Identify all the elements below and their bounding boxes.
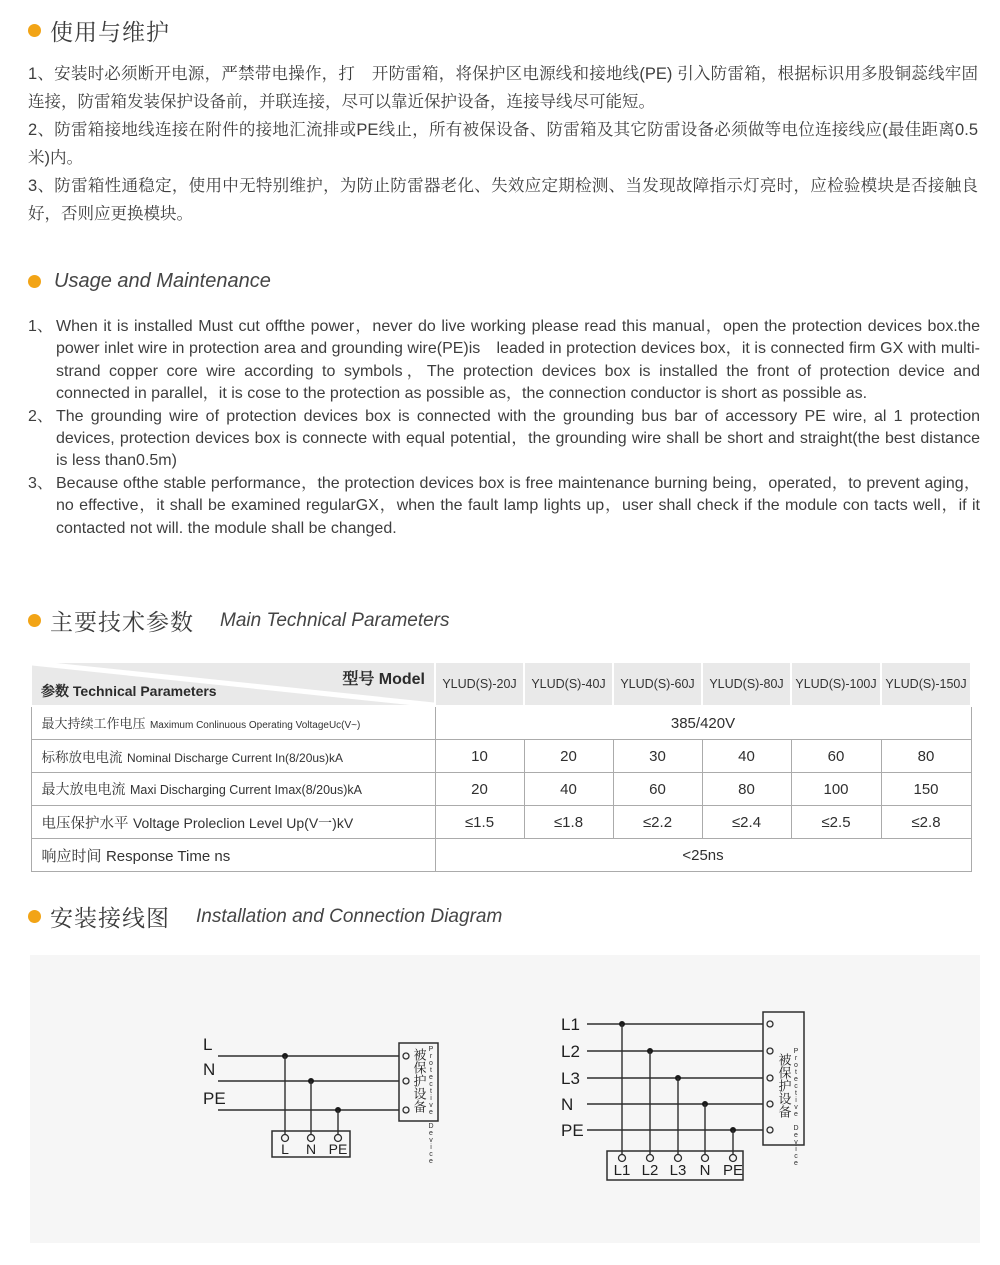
model-column-header: YLUD(S)-100J [791,662,881,706]
table-cell: ≤2.5 [791,806,881,839]
table-cell: 40 [702,740,791,773]
row-label: 最大放电电流 Maxi Discharging Current Imax(8/20us)kA [31,773,435,806]
spd-terminal-label: L2 [641,1162,659,1179]
section-header-usage-en [28,270,271,293]
protected-device-label-en: Protective Device [792,1048,800,1167]
item-number: 1、 [28,318,53,335]
table-cell: 60 [613,773,702,806]
parameters-table [30,661,972,872]
wire-label: L3 [561,1069,580,1088]
table-cell: 10 [435,740,524,773]
orange-bullet-icon [28,24,41,37]
wire-label: N [561,1095,574,1114]
table-cell: 80 [881,740,971,773]
paragraph: 1、安装时必须断开电源，严禁带电操作，打 开防雷箱，将保护区电源线和接地线(PE) 引入防雷箱，根据标识用多股铜蕊线牢固 连接，防雷箱发装保护设备前，并联连接，尽可以靠近保护设备，连接导线尽可能短。 [28,65,978,111]
item-text: The grounding wire of protection devices box is connected with the grounding bus bar of accessory PE wire, al 1 protection devices, protection devices box is connecte with equal potential，the grounding wire shall be short and straight(the best distance is less than0.5m) [56,407,980,470]
table-header-row [31,662,971,706]
item-text: Because ofthe stable performance，the protection devices box is free maintenance burning being，operated，to prevent aging，no effective，it shall be examined regularGX，when the fault lamp lights up，user shall check if the module con tacts well，if it contacted not will. the module shall be changed. [56,474,981,537]
table-cell: ≤2.8 [881,806,971,839]
row-label: 电压保护水平 Voltage Proleclion Level Up(V一)kV [31,806,435,839]
model-column-header: YLUD(S)-150J [881,662,971,706]
section-header-diagram [28,900,502,933]
item-number: 3、 [28,474,53,492]
protected-device-label-en: Protective Device [427,1046,435,1165]
wire-label: L1 [561,1015,580,1034]
table-row [31,773,971,806]
section-header-usage-cn [28,14,170,47]
section-title-en: Usage and Maintenance [54,270,271,292]
table-row [31,740,971,773]
wire-label: PE [561,1121,584,1140]
wiring-diagram-panel [30,955,980,1243]
section-title-en: Installation and Connection Diagram [196,905,503,927]
table-cell: 20 [524,740,613,773]
wiring-diagram-svg [30,955,980,1243]
model-column-header: YLUD(S)-80J [702,662,791,706]
model-column-header: YLUD(S)-20J [435,662,524,706]
list-item [28,316,980,406]
wire-label: N [203,1060,216,1079]
protected-device-label-cn: 被保护设备 [411,1048,427,1113]
three-phase-diagram [561,1012,804,1180]
orange-bullet-icon [28,910,41,923]
spd-terminal-label: N [699,1162,711,1179]
table-cell: 20 [435,773,524,806]
section-title-cn: 安装接线图 [50,905,170,931]
item-text: When it is installed Must cut offthe power，never do live working please read this manual，open the protection devices box.the power inlet wire in protection area and grounding wire(PE)is leaded in protection devices box，it is connected firm GX with multi-strand copper core wire according to symbols，The protection devices box is installed the front of protection device and connected in parallel，it is cose to the protection as possible as，the connection conductor is short as possible as. [56,318,981,403]
row-label: 标称放电电流 Nominal Discharge Current In(8/20us)kA [31,740,435,773]
row-label: 响应时间 Response Time ns [31,839,435,872]
corner-label-model: 型号 Model [342,671,425,688]
table-cell: ≤1.5 [435,806,524,839]
spd-terminal-label: L3 [669,1162,687,1179]
usage-paragraphs-cn [28,60,978,228]
row-label: 最大持续工作电压 Maximum Conlinuous Operating VoltageUc(V~) [31,706,435,740]
table-cell: 60 [791,740,881,773]
model-column-header: YLUD(S)-60J [613,662,702,706]
table-cell: ≤1.8 [524,806,613,839]
table-corner-cell [31,662,435,706]
orange-bullet-icon [28,275,41,288]
section-title-en: Main Technical Parameters [220,609,450,631]
table-cell: 40 [524,773,613,806]
spd-terminal-label: PE [328,1141,348,1157]
section-header-parameters [28,604,450,637]
section-title-cn: 使用与维护 [50,19,170,45]
usage-list-en [28,316,980,540]
section-title-cn: 主要技术参数 [50,609,194,635]
paragraph: 2、防雷箱接地线连接在附件的接地汇流排或PE线止，所有被保设备、防雷箱及其它防雷设备必须做等电位连接线应(最佳距离0.5米)内。 [28,121,978,167]
table-cell: ≤2.2 [613,806,702,839]
wire-label: PE [203,1089,226,1108]
spd-terminal-label: N [305,1141,317,1157]
table-row [31,706,971,740]
table-row [31,839,971,872]
table-cell: ≤2.4 [702,806,791,839]
list-item [28,406,980,473]
list-item [28,473,980,540]
wire-label: L [203,1035,213,1054]
table-cell: 100 [791,773,881,806]
corner-label-parameters: 参数 Technical Parameters [41,683,217,699]
paragraph: 3、防雷箱性通稳定，使用中无特别维护，为防止防雷器老化、失效应定期检测、当发现故障指示灯亮时，应检验模块是否接触良好，否则应更换模块。 [28,177,978,223]
spd-terminal-label: PE [722,1162,744,1179]
table-cell: <25ns [435,839,971,872]
table-cell: 150 [881,773,971,806]
spd-terminal-label: L [281,1141,289,1157]
table-cell: 30 [613,740,702,773]
model-column-header: YLUD(S)-40J [524,662,613,706]
spd-terminal-label: L1 [613,1162,631,1179]
orange-bullet-icon [28,614,41,627]
single-phase-diagram [203,1035,438,1165]
item-number: 2、 [28,407,53,425]
wire-label: L2 [561,1042,580,1061]
table-cell: 80 [702,773,791,806]
table-cell: 385/420V [435,706,971,740]
table-row [31,806,971,839]
protected-device-label-cn: 被保护设备 [776,1053,792,1118]
